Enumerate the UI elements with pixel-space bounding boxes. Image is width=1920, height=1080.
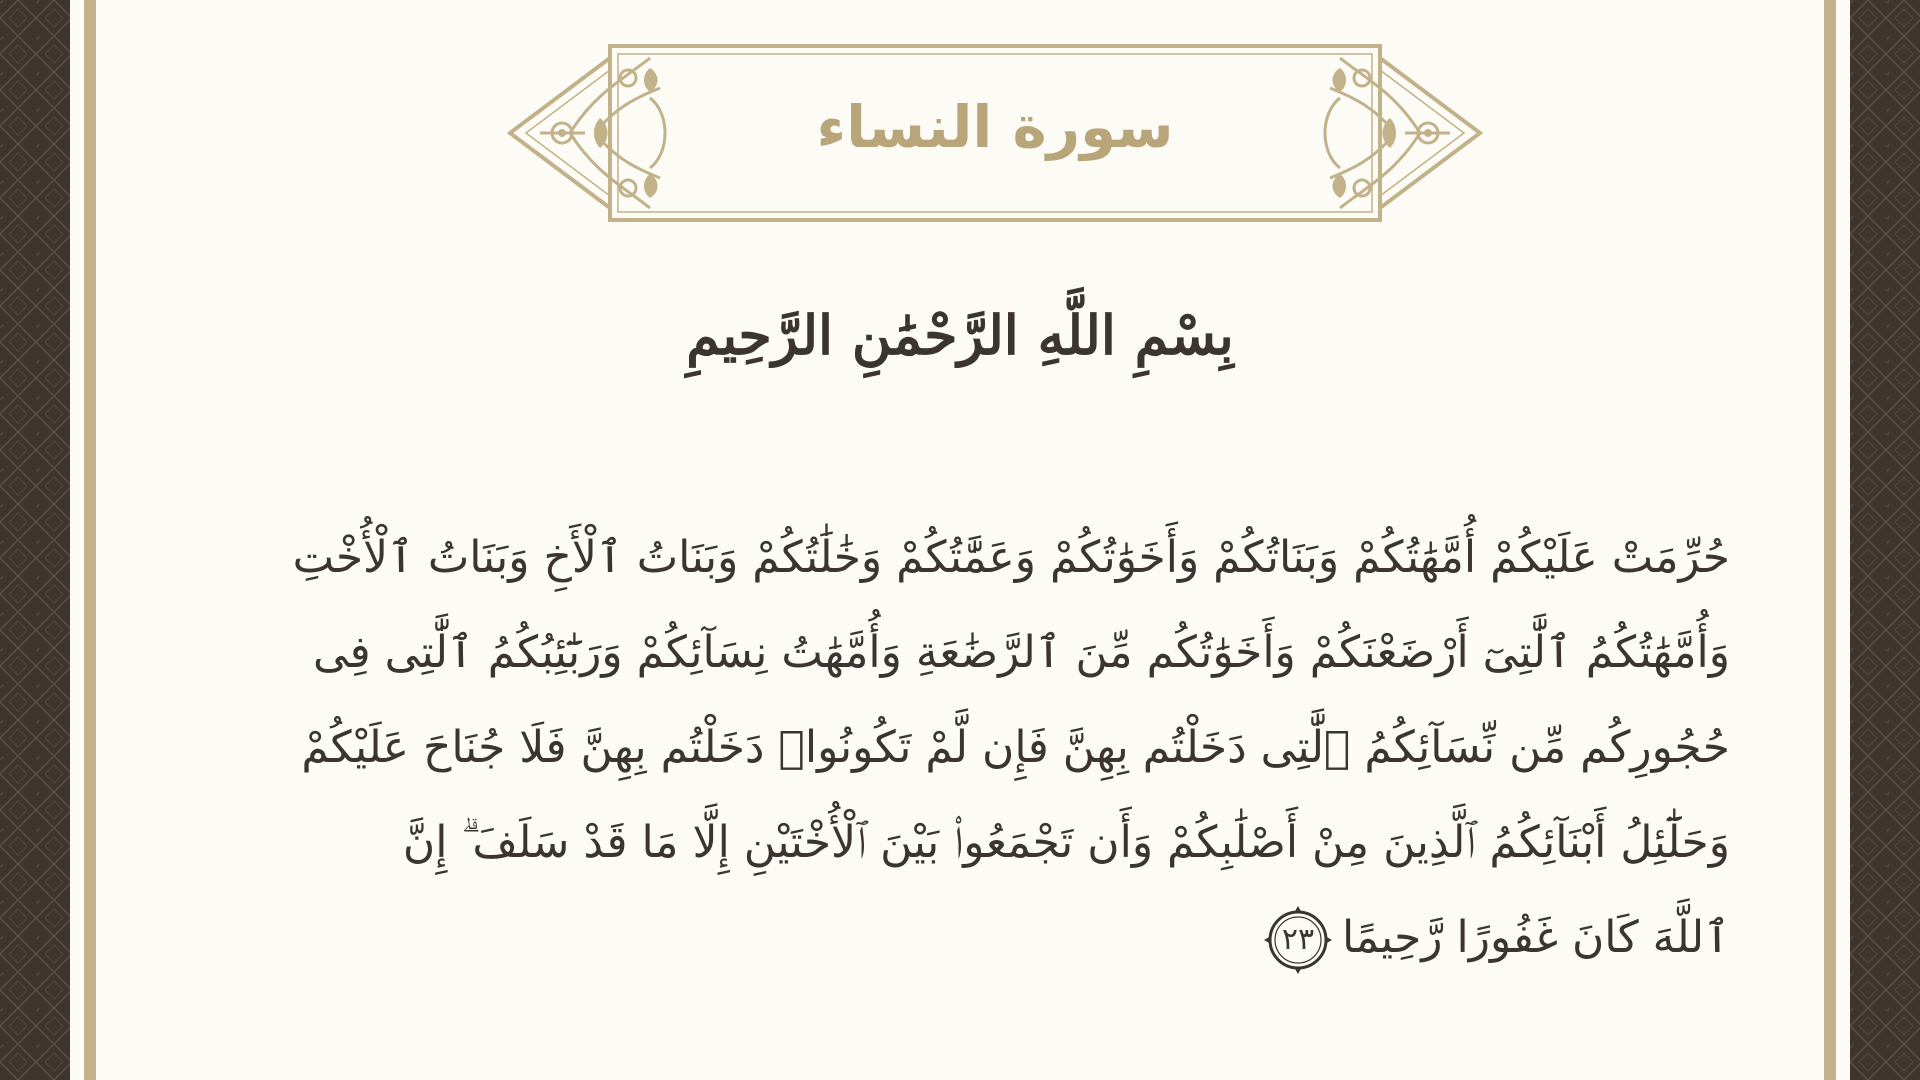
lattice-pattern-icon <box>1850 0 1920 1080</box>
right-ornamental-border <box>1850 0 1920 1080</box>
left-ornamental-border <box>0 0 70 1080</box>
right-gold-rule <box>1824 0 1836 1080</box>
left-gold-rule <box>84 0 96 1080</box>
verse-line: وَحَلَٰٓئِلُ أَبْنَآئِكُمُ ٱلَّذِينَ مِنْ أَصْلَٰبِكُمْ وَأَن تَجْمَعُوا۟ بَيْنَ ٱلْأُخْتَيْنِ إِلَّا مَا قَدْ سَلَفَ ۗ إِنَّ <box>402 817 1730 868</box>
verse-line-last <box>220 890 1730 985</box>
verse-text <box>220 510 1730 985</box>
verse-line: حُرِّمَتْ عَلَيْكُمْ أُمَّهَٰتُكُمْ وَبَنَاتُكُمْ وَأَخَوَٰتُكُمْ وَعَمَّٰتُكُمْ وَخَٰلَٰتُكُمْ وَبَنَاتُ ٱلْأَخِ وَبَنَاتُ ٱلْأُخْتِ <box>292 532 1730 583</box>
basmala: بِسْمِ اللَّهِ الرَّحْمَٰنِ الرَّحِيمِ <box>686 303 1234 367</box>
page-surface <box>70 0 1850 1080</box>
ayah-number: ٢٣ <box>1281 922 1315 957</box>
ayah-end-marker <box>1264 906 1332 974</box>
verse-line: حُجُورِكُم مِّن نِّسَآئِكُمُ ٱلَّٰتِى دَخَلْتُم بِهِنَّ فَإِن لَّمْ تَكُونُوا۟ دَخَلْتُم بِهِنَّ فَلَا جُنَاحَ عَلَيْكُمْ <box>301 722 1730 773</box>
verse-line-text: ٱللَّهَ كَانَ غَفُورًا رَّحِيمًا <box>1341 912 1730 963</box>
verse-line: وَأُمَّهَٰتُكُمُ ٱلَّٰتِىٓ أَرْضَعْنَكُمْ وَأَخَوَٰتُكُم مِّنَ ٱلرَّضَٰعَةِ وَأُمَّهَٰتُ نِسَآئِكُمْ وَرَبَٰٓئِبُكُمُ ٱلَّٰتِى فِى <box>312 627 1730 678</box>
surah-title: سورة النساء <box>816 93 1174 161</box>
lattice-pattern-icon <box>0 0 70 1080</box>
surah-title-frame <box>500 38 1490 228</box>
